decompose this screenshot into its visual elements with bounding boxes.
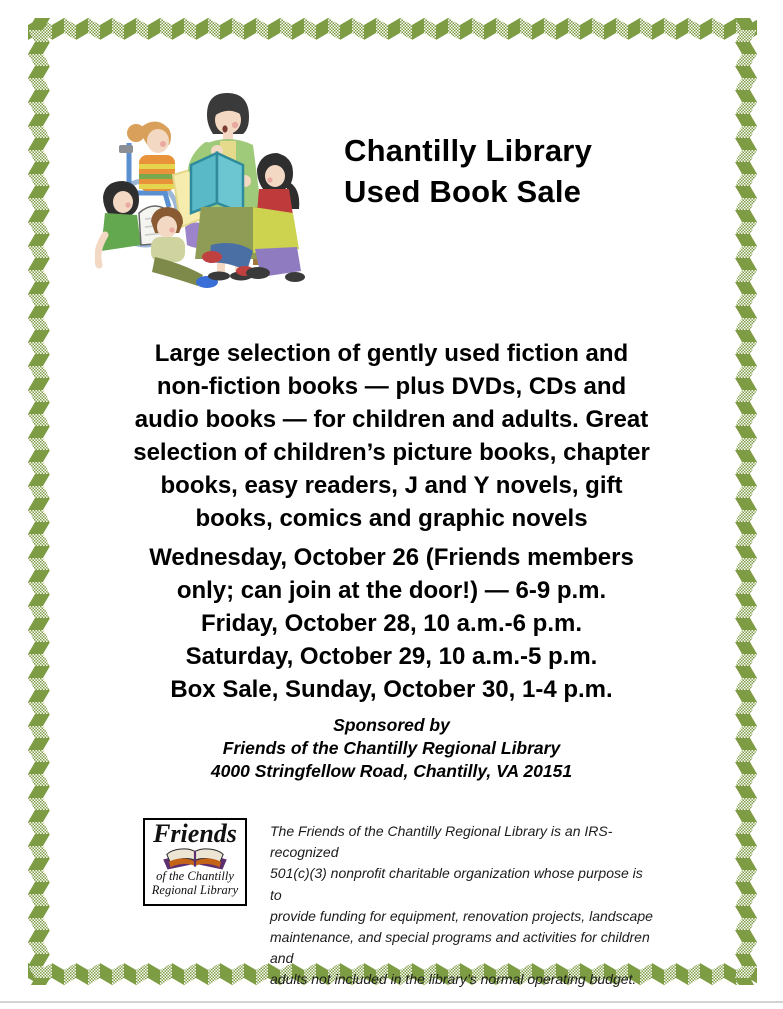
sponsor-block	[35, 714, 748, 783]
title-line-2: Used Book Sale	[344, 174, 582, 209]
title-line-1: Chantilly Library	[344, 133, 593, 168]
fine-print-line: 501(c)(3) nonprofit charitable organization whose purpose is to	[270, 865, 643, 903]
schedule-line: Box Sale, Sunday, October 30, 1-4 p.m.	[170, 676, 613, 703]
schedule-paragraph	[35, 541, 748, 706]
friends-logo	[143, 818, 247, 906]
sponsor-line-1: Sponsored by	[333, 715, 450, 735]
schedule-line: only; can join at the door!) — 6-9 p.m.	[176, 577, 607, 604]
child-left	[98, 181, 141, 265]
description-line: books, comics and graphic novels	[195, 505, 588, 532]
description-line: Large selection of gently used fiction and	[154, 340, 629, 367]
description-line: books, easy readers, J and Y novels, gift	[160, 472, 623, 499]
schedule-line: Saturday, October 29, 10 a.m.-5 p.m.	[185, 643, 598, 670]
page-edge-line	[0, 1001, 783, 1003]
story-time-illustration	[95, 85, 305, 295]
description-line: non-fiction books — plus DVDs, CDs and	[156, 373, 627, 400]
border-top	[28, 18, 757, 40]
fine-print-line: provide funding for equipment, renovation projects, landscape	[270, 907, 653, 924]
fine-print-line: adults not included in the library’s normal operating budget.	[270, 971, 637, 988]
fine-print-line: maintenance, and special programs and activities for children and	[270, 929, 650, 967]
sponsor-line-2: Friends of the Chantilly Regional Library	[222, 738, 561, 758]
page-title	[344, 130, 592, 212]
friends-logo-title: Friends	[153, 819, 237, 848]
fine-print-line: The Friends of the Chantilly Regional Library is an IRS-recognized	[270, 823, 613, 861]
description-paragraph	[35, 337, 748, 535]
friends-logo-subtitle: of the Chantilly Regional Library	[151, 869, 239, 897]
schedule-line: Wednesday, October 26 (Friends members	[149, 544, 634, 571]
description-line: selection of children’s picture books, chapter	[133, 439, 650, 466]
schedule-line: Friday, October 28, 10 a.m.-6 p.m.	[200, 610, 583, 637]
description-line: audio books — for children and adults. Great	[134, 406, 649, 433]
fine-print	[270, 821, 658, 991]
open-book-icon	[151, 845, 239, 871]
sponsor-line-3: 4000 Stringfellow Road, Chantilly, VA 20151	[210, 761, 573, 781]
